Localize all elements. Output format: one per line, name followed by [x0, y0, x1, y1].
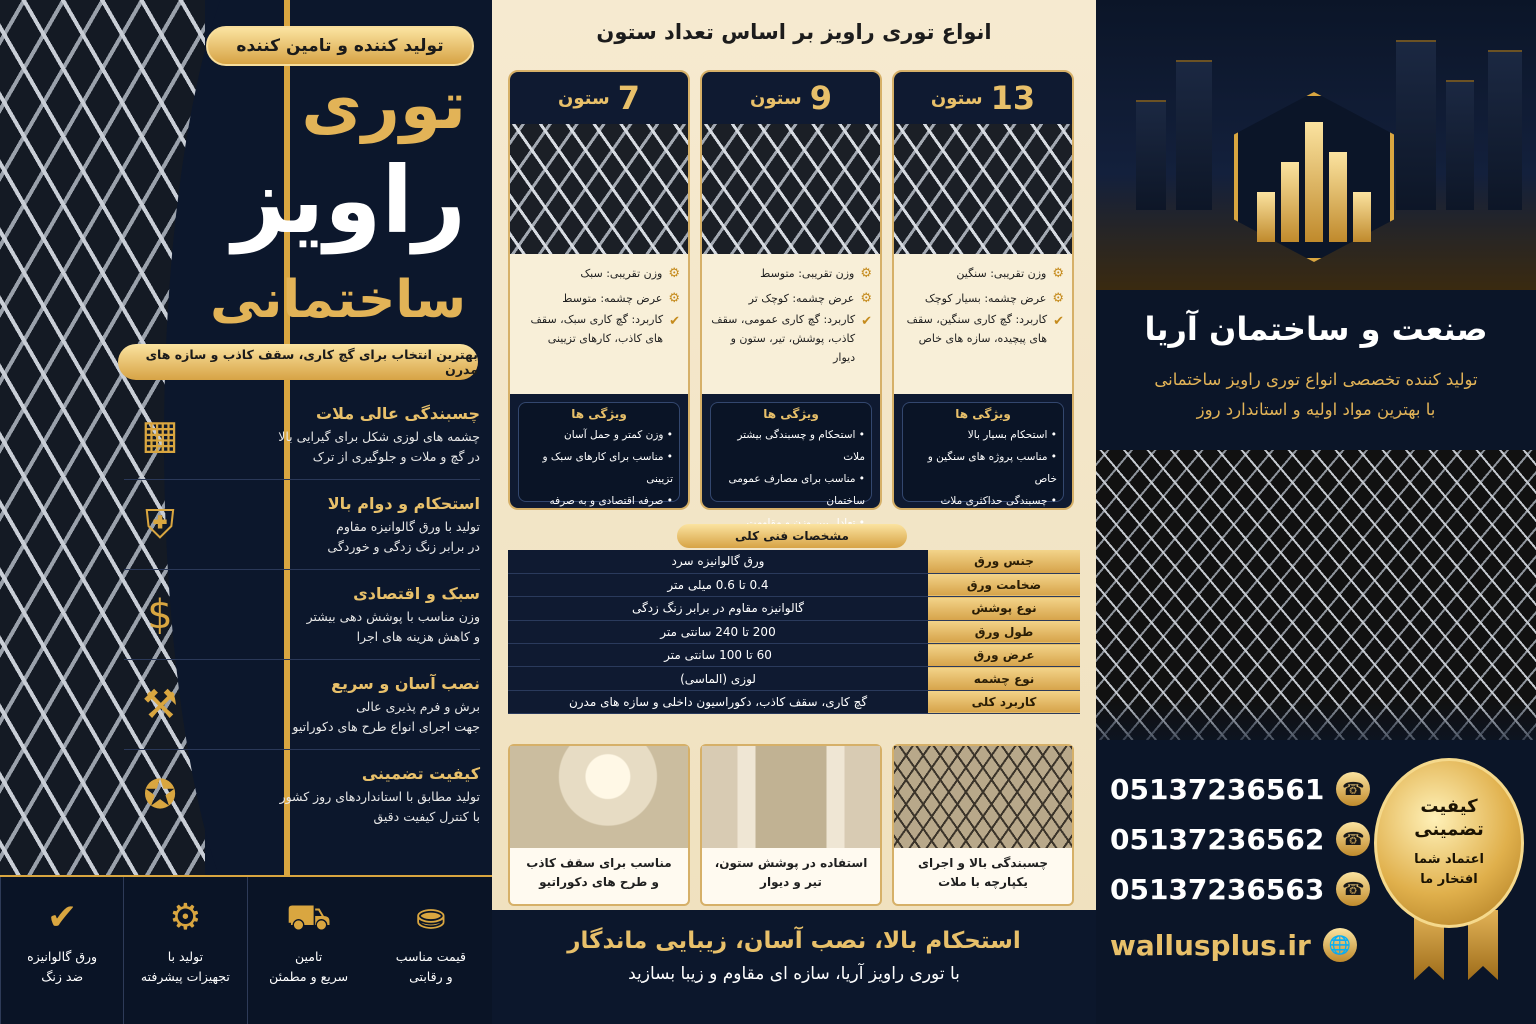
- table-row: [508, 667, 1080, 690]
- badge-text: کیفیت: [1420, 795, 1478, 817]
- types-title: انواع توری راویز بر اساس تعداد ستون: [596, 20, 992, 44]
- phone-link[interactable]: [1110, 772, 1370, 806]
- eye-size-icon: ⚙: [668, 290, 680, 306]
- eye-size-icon: ⚙: [1052, 290, 1064, 306]
- money-bag-icon: $: [147, 592, 173, 638]
- card-info: [702, 254, 880, 394]
- mesh-rolls-image: [1096, 450, 1536, 740]
- feature-text: در گچ و ملات و جلوگیری از ترک: [312, 449, 480, 464]
- benefit-item: [370, 877, 492, 1024]
- photo-caption: تیر و دیوار: [760, 875, 822, 890]
- footer-slogan: استحکام بالا، نصب آسان، زیبایی ماندگار: [567, 928, 1021, 954]
- truck-icon: ⛟: [285, 897, 332, 938]
- spec-key: عرض ورق: [928, 644, 1080, 667]
- eye-text: عرض چشمه: کوچک تر: [748, 291, 855, 305]
- usage-text: کاربرد: گچ کاری سبک، سقف های کاذب، کارهای تزیینی: [530, 313, 664, 346]
- phone-link[interactable]: [1110, 872, 1370, 906]
- feature-text: در برابر زنگ زدگی و خوردگی: [327, 539, 480, 554]
- feature-bullet: • صرفه اقتصادی و به صرفه: [525, 490, 673, 512]
- spec-key: نوع چشمه: [928, 667, 1080, 690]
- eye-text: عرض چشمه: بسیار کوچک: [924, 291, 1047, 305]
- card-features: [902, 402, 1064, 508]
- photo-caption: یکپارچه با ملات: [938, 875, 1028, 890]
- company-tagline: با بهترین مواد اولیه و استاندارد روز: [1196, 400, 1436, 419]
- table-row: [508, 690, 1080, 713]
- quality-medal-icon: ✪: [143, 772, 177, 818]
- feature-text: جهت اجرای انواع طرح های دکوراتیو: [292, 719, 480, 734]
- phone-icon: ☎: [1336, 822, 1370, 856]
- features-title: ویژگی ها: [955, 407, 1011, 421]
- website-link[interactable]: [1110, 928, 1357, 962]
- globe-icon: 🌐: [1323, 928, 1357, 962]
- card-header: [702, 72, 880, 124]
- subtitle-pill: بهترین انتخاب برای گچ کاری، سقف کاذب و سازه های مدرن: [118, 344, 478, 380]
- website-url: wallusplus.ir: [1110, 928, 1311, 962]
- feature-text: وزن مناسب با پوشش دهی بیشتر: [306, 609, 480, 624]
- building-logo-icon: [1250, 112, 1378, 242]
- quality-badge: [1374, 758, 1524, 928]
- mesh-sample-image: [894, 124, 1072, 254]
- benefit-label: تامین: [294, 949, 323, 964]
- shield-tools-icon: ⛨: [145, 502, 175, 548]
- card-header: [510, 72, 688, 124]
- feature-title: استحکام و دوام بالا: [327, 494, 480, 513]
- mesh-sample-image: [510, 124, 688, 254]
- benefit-label: تجهیزات پیشرفته: [140, 969, 230, 984]
- feature-bullet: • چسبندگی حداکثری ملات: [909, 490, 1057, 512]
- feature-text: برش و فرم پذیری عالی: [356, 699, 480, 714]
- title-line-1: توری: [301, 67, 466, 144]
- eye-text: عرض چشمه: متوسط: [562, 291, 663, 305]
- usage-photo: [892, 744, 1074, 906]
- card-header: [894, 72, 1072, 124]
- feature-text: تولید مطابق با استانداردهای روز کشور: [279, 789, 480, 804]
- feature-item: [124, 668, 480, 750]
- feature-title: نصب آسان و سریع: [331, 674, 480, 693]
- feature-text: تولید با ورق گالوانیزه مقاوم: [336, 519, 480, 534]
- producer-pill: تولید کننده و تامین کننده: [206, 26, 474, 66]
- weight-text: وزن تقریبی: سبک: [580, 266, 663, 280]
- feature-text: چشمه های لوزی شکل برای گیرایی بالا: [278, 429, 480, 444]
- badge-text: تضمینی: [1414, 819, 1484, 841]
- middle-panel: [492, 0, 1096, 1024]
- check-icon: ✔: [861, 314, 872, 330]
- phone-number: 05137236561: [1110, 772, 1325, 806]
- usage-text: کاربرد: گچ کاری عمومی، سقف کاذب، پوشش، تیر، ستون و دیوار: [711, 313, 856, 364]
- footer-subtext: با توری راویز آریا، سازه ای مقاوم و زیبا بسازید: [628, 964, 960, 984]
- coins-icon: ⛂: [415, 897, 446, 938]
- weight-icon: ⚙: [1052, 266, 1064, 281]
- spec-value: 200 تا 240 سانتی متر: [508, 620, 928, 643]
- column-label: ستون: [558, 87, 610, 109]
- table-row: [508, 597, 1080, 620]
- gear-icon: ⚙: [169, 897, 202, 938]
- column-count: 13: [990, 79, 1036, 117]
- benefit-item: [123, 877, 246, 1024]
- feature-title: چسبندگی عالی ملات: [315, 404, 480, 423]
- spec-value: 60 تا 100 سانتی متر: [508, 644, 928, 667]
- benefit-label: ورق گالوانیزه: [27, 949, 98, 964]
- column-label: ستون: [930, 87, 983, 109]
- features-title: ویژگی ها: [571, 407, 627, 421]
- left-panel: [0, 0, 492, 1024]
- features-title: ویژگی ها: [763, 407, 819, 421]
- photo-caption: استفاده در پوشش ستون،: [714, 856, 868, 870]
- feature-item: [124, 578, 480, 660]
- badge-text: افتخار ما: [1420, 872, 1478, 888]
- shield-check-icon: ✔: [47, 897, 78, 938]
- spec-title: مشخصات فنی کلی: [677, 524, 907, 548]
- spec-value: لوزی (الماسی): [508, 667, 928, 690]
- spec-value: گچ کاری، سقف کاذب، دکوراسیون داخلی و سازه های مدرن: [508, 690, 928, 713]
- phone-link[interactable]: [1110, 822, 1370, 856]
- title-line-3: ساختمانی: [210, 270, 466, 330]
- column-count: 9: [809, 79, 832, 117]
- usage-text: کاربرد: گچ کاری سنگین، سقف های پیچیده، سازه های خاص: [906, 313, 1048, 346]
- benefit-label: ضد زنگ: [41, 969, 84, 984]
- check-icon: ✔: [669, 314, 680, 330]
- benefit-label: سریع و مطمئن: [269, 969, 349, 984]
- feature-title: کیفیت تضمینی: [361, 764, 480, 783]
- benefit-item: [0, 877, 123, 1024]
- spec-value: ورق گالوانیزه سرد: [508, 550, 928, 573]
- photo-caption: چسبندگی بالا و اجرای: [918, 856, 1048, 870]
- photo-image: [702, 746, 880, 848]
- middle-footer: [492, 910, 1096, 1024]
- feature-bullet: • وزن کمتر و حمل آسان: [525, 424, 673, 446]
- table-row: [508, 644, 1080, 667]
- spec-key: نوع پوشش: [928, 597, 1080, 620]
- phone-number: 05137236563: [1110, 872, 1325, 906]
- card-features: [710, 402, 872, 508]
- feature-bullet: • استحکام و چسبندگی بیشتر ملات: [717, 424, 865, 468]
- spec-value: گالوانیزه مقاوم در برابر زنگ زدگی: [508, 597, 928, 620]
- feature-text: با کنترل کیفیت دقیق: [373, 809, 480, 824]
- right-panel: [1096, 0, 1536, 1024]
- title-line-2: راویز: [232, 147, 466, 254]
- weight-text: وزن تقریبی: سنگین: [956, 266, 1047, 280]
- photo-image: [894, 746, 1072, 848]
- spec-key: ضخامت ورق: [928, 573, 1080, 596]
- tools-icon: ⚒: [142, 682, 178, 728]
- eye-size-icon: ⚙: [860, 290, 872, 306]
- product-card-7: [508, 70, 690, 510]
- card-features: [518, 402, 680, 508]
- weight-icon: ⚙: [668, 266, 680, 281]
- weight-icon: ⚙: [860, 266, 872, 281]
- weight-text: وزن تقریبی: متوسط: [760, 266, 855, 280]
- spec-key: طول ورق: [928, 620, 1080, 643]
- feature-bullet: • استحکام بسیار بالا: [909, 424, 1057, 446]
- badge-text: اعتماد شما: [1414, 851, 1484, 867]
- check-icon: ✔: [1053, 314, 1064, 330]
- phone-number: 05137236562: [1110, 822, 1325, 856]
- spec-key: کاربرد کلی: [928, 690, 1080, 713]
- feature-title: سبک و اقتصادی: [353, 584, 480, 603]
- photo-caption: مناسب برای سقف کاذب: [526, 856, 672, 870]
- spec-table: [508, 550, 1080, 714]
- benefit-label: قیمت مناسب: [395, 949, 466, 964]
- table-row: [508, 573, 1080, 596]
- feature-item: [124, 758, 480, 840]
- usage-photo: [508, 744, 690, 906]
- spec-value: 0.4 تا 0.6 میلی متر: [508, 573, 928, 596]
- product-card-13: [892, 70, 1074, 510]
- table-row: [508, 550, 1080, 573]
- feature-bullet: • مناسب برای کارهای سبک و تزیینی: [525, 446, 673, 490]
- feature-item: [124, 488, 480, 570]
- bottom-benefits-bar: [0, 875, 492, 1024]
- benefit-label: و رقابتی: [409, 969, 453, 984]
- usage-photo: [700, 744, 882, 906]
- card-info: [510, 254, 688, 394]
- mesh-icon: ▦: [141, 412, 179, 458]
- card-info: [894, 254, 1072, 394]
- feature-item: [124, 398, 480, 480]
- spec-key: جنس ورق: [928, 550, 1080, 573]
- feature-bullet: • مناسب پروژه های سنگین و خاص: [909, 446, 1057, 490]
- benefit-label: تولید با: [167, 949, 204, 964]
- mesh-sample-image: [702, 124, 880, 254]
- feature-text: و کاهش هزینه های اجرا: [356, 629, 480, 644]
- phone-icon: ☎: [1336, 872, 1370, 906]
- feature-bullet: • مناسب برای مصارف عمومی ساختمان: [717, 468, 865, 512]
- photo-image: [510, 746, 688, 848]
- column-label: ستون: [750, 87, 802, 109]
- column-count: 7: [617, 79, 640, 117]
- table-row: [508, 620, 1080, 643]
- phone-icon: ☎: [1336, 772, 1370, 806]
- product-card-9: [700, 70, 882, 510]
- photo-caption: و طرح های دکوراتیو: [539, 875, 659, 890]
- company-tagline: تولید کننده تخصصی انواع توری راویز ساختمانی: [1154, 370, 1478, 389]
- company-name: صنعت و ساختمان آریا: [1144, 310, 1488, 348]
- benefit-item: [247, 877, 370, 1024]
